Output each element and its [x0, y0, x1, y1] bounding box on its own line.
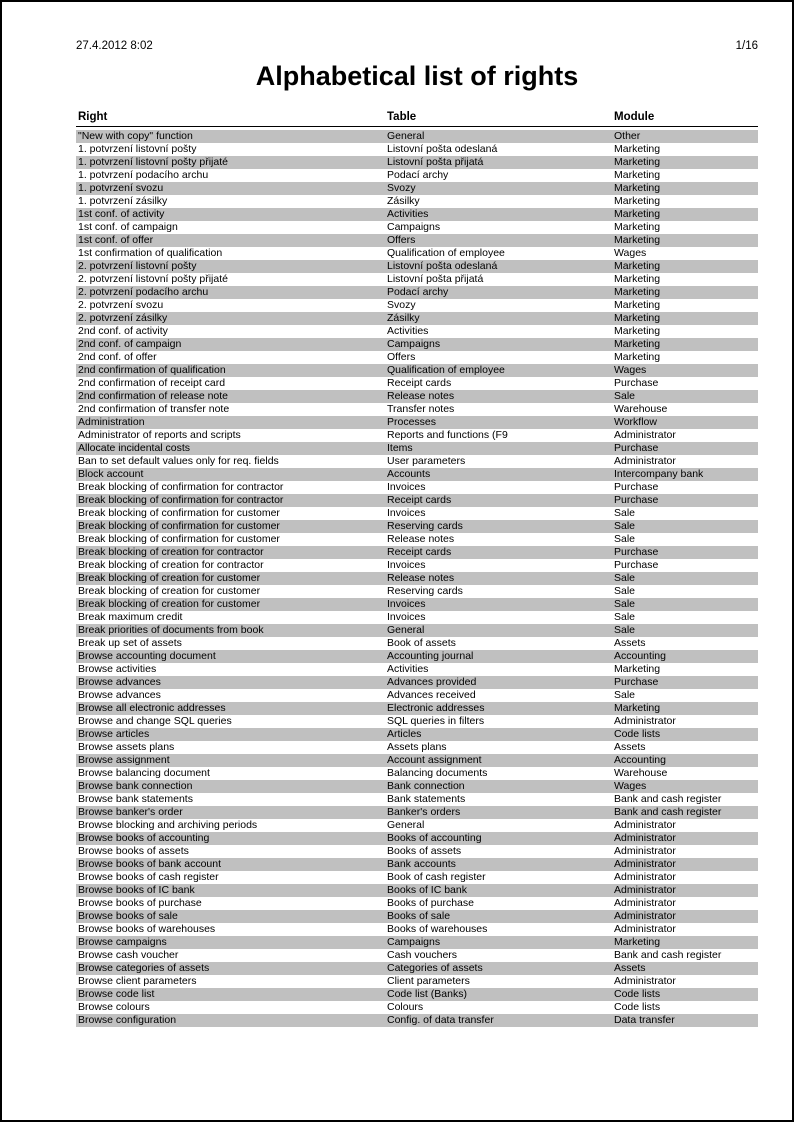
cell-module: Wages: [614, 364, 647, 376]
cell-right: Browse activities: [78, 663, 157, 675]
cell-table: Invoices: [387, 598, 426, 610]
table-row: [76, 442, 758, 455]
cell-table: Processes: [387, 416, 437, 428]
cell-table: Code list (Banks): [387, 988, 467, 1000]
cell-right: 2nd conf. of offer: [78, 351, 157, 363]
cell-table: Client parameters: [387, 975, 470, 987]
cell-right: Break blocking of creation for customer: [78, 572, 261, 584]
cell-table: Listovní pošta přijatá: [387, 156, 484, 168]
cell-table: Zásilky: [387, 195, 420, 207]
cell-module: Purchase: [614, 559, 659, 571]
table-row: [76, 585, 758, 598]
cell-right: Browse assets plans: [78, 741, 175, 753]
table-row: [76, 520, 758, 533]
table-row: [76, 819, 758, 832]
cell-table: Release notes: [387, 572, 455, 584]
cell-table: Books of assets: [387, 845, 462, 857]
table-row: [76, 728, 758, 741]
table-row: [76, 741, 758, 754]
table-row: [76, 130, 758, 143]
cell-module: Marketing: [614, 286, 661, 298]
cell-table: Book of cash register: [387, 871, 486, 883]
cell-right: Break blocking of creation for customer: [78, 598, 261, 610]
cell-module: Marketing: [614, 299, 661, 311]
cell-right: 2. potvrzení listovní pošty: [78, 260, 197, 272]
cell-right: 2. potvrzení listovní pošty přijaté: [78, 273, 228, 285]
cell-right: Browse banker's order: [78, 806, 183, 818]
cell-right: Break blocking of confirmation for contractor: [78, 494, 284, 506]
table-row: [76, 169, 758, 182]
cell-right: 1. potvrzení listovní pošty: [78, 143, 197, 155]
cell-table: Receipt cards: [387, 494, 452, 506]
cell-module: Administrator: [614, 910, 676, 922]
cell-module: Marketing: [614, 260, 661, 272]
table-row: [76, 572, 758, 585]
cell-module: Sale: [614, 598, 636, 610]
cell-table: Qualification of employee: [387, 247, 505, 259]
cell-module: Marketing: [614, 221, 661, 233]
table-row: [76, 650, 758, 663]
table-row: [76, 975, 758, 988]
cell-right: Break maximum credit: [78, 611, 183, 623]
cell-table: Listovní pošta odeslaná: [387, 143, 498, 155]
table-row: [76, 481, 758, 494]
cell-right: Browse code list: [78, 988, 155, 1000]
cell-module: Marketing: [614, 325, 661, 337]
cell-right: Browse advances: [78, 676, 161, 688]
cell-module: Code lists: [614, 728, 661, 740]
table-row: [76, 546, 758, 559]
cell-table: Articles: [387, 728, 422, 740]
cell-table: Electronic addresses: [387, 702, 485, 714]
page-number: 1/16: [735, 40, 758, 52]
cell-right: Allocate incidental costs: [78, 442, 191, 454]
table-row: [76, 299, 758, 312]
cell-module: Warehouse: [614, 767, 668, 779]
cell-table: Release notes: [387, 390, 455, 402]
table-row: [76, 884, 758, 897]
cell-module: Purchase: [614, 494, 659, 506]
table-row: [76, 247, 758, 260]
table-row: [76, 598, 758, 611]
table-header-row: [76, 111, 758, 127]
report-header: [76, 40, 758, 52]
table-row: [76, 312, 758, 325]
cell-right: 2nd conf. of campaign: [78, 338, 182, 350]
table-row: [76, 260, 758, 273]
table-row: [76, 494, 758, 507]
table-row: [76, 702, 758, 715]
table-row: [76, 689, 758, 702]
cell-right: "New with copy" function: [78, 130, 193, 142]
cell-module: Warehouse: [614, 403, 668, 415]
cell-right: Browse client parameters: [78, 975, 197, 987]
table-row: [76, 429, 758, 442]
cell-right: Browse books of bank account: [78, 858, 222, 870]
cell-module: Marketing: [614, 195, 661, 207]
cell-right: 2nd confirmation of release note: [78, 390, 229, 402]
table-row: [76, 338, 758, 351]
cell-right: 2. potvrzení podacího archu: [78, 286, 209, 298]
cell-module: Purchase: [614, 546, 659, 558]
table-row: [76, 364, 758, 377]
cell-table: Activities: [387, 663, 429, 675]
table-row: [76, 767, 758, 780]
cell-module: Sale: [614, 520, 636, 532]
table-row: [76, 949, 758, 962]
cell-module: Accounting: [614, 650, 666, 662]
cell-table: Advances provided: [387, 676, 477, 688]
cell-module: Marketing: [614, 936, 661, 948]
cell-module: Marketing: [614, 273, 661, 285]
table-row: [76, 637, 758, 650]
cell-table: Activities: [387, 208, 429, 220]
table-row: [76, 221, 758, 234]
cell-module: Bank and cash register: [614, 793, 722, 805]
cell-table: Qualification of employee: [387, 364, 505, 376]
cell-module: Assets: [614, 637, 646, 649]
cell-module: Sale: [614, 572, 636, 584]
table-row: [76, 871, 758, 884]
cell-table: Items: [387, 442, 413, 454]
cell-right: Ban to set default values only for req. fields: [78, 455, 279, 467]
cell-module: Assets: [614, 962, 646, 974]
table-row: [76, 845, 758, 858]
cell-table: Invoices: [387, 507, 426, 519]
table-row: [76, 897, 758, 910]
cell-module: Workflow: [614, 416, 657, 428]
cell-table: Transfer notes: [387, 403, 455, 415]
cell-table: Listovní pošta odeslaná: [387, 260, 498, 272]
cell-module: Sale: [614, 533, 636, 545]
cell-table: Listovní pošta přijatá: [387, 273, 484, 285]
cell-table: Svozy: [387, 299, 416, 311]
cell-table: Colours: [387, 1001, 424, 1013]
cell-right: Break blocking of creation for contractor: [78, 559, 264, 571]
table-row: [76, 715, 758, 728]
cell-module: Marketing: [614, 338, 661, 350]
table-row: [76, 962, 758, 975]
cell-module: Marketing: [614, 234, 661, 246]
table-row: [76, 806, 758, 819]
cell-module: Code lists: [614, 988, 661, 1000]
table-row: [76, 195, 758, 208]
table-row: [76, 988, 758, 1001]
cell-right: 2nd confirmation of qualification: [78, 364, 226, 376]
cell-module: Marketing: [614, 208, 661, 220]
cell-right: 2nd conf. of activity: [78, 325, 168, 337]
cell-module: Administrator: [614, 832, 676, 844]
cell-right: Browse books of warehouses: [78, 923, 216, 935]
cell-table: Campaigns: [387, 936, 441, 948]
cell-table: Assets plans: [387, 741, 447, 753]
cell-right: Browse configuration: [78, 1014, 177, 1026]
cell-right: Break up set of assets: [78, 637, 182, 649]
cell-right: Administrator of reports and scripts: [78, 429, 241, 441]
cell-table: Invoices: [387, 611, 426, 623]
cell-module: Bank and cash register: [614, 949, 722, 961]
cell-table: Book of assets: [387, 637, 456, 649]
cell-table: Accounting journal: [387, 650, 474, 662]
cell-right: 1st conf. of activity: [78, 208, 165, 220]
table-row: [76, 676, 758, 689]
cell-module: Purchase: [614, 442, 659, 454]
cell-right: Break blocking of creation for contractor: [78, 546, 264, 558]
table-row: [76, 377, 758, 390]
cell-right: Browse books of purchase: [78, 897, 202, 909]
cell-right: Browse books of cash register: [78, 871, 219, 883]
table-row: [76, 923, 758, 936]
cell-table: Accounts: [387, 468, 431, 480]
table-row: [76, 286, 758, 299]
cell-module: Administrator: [614, 897, 676, 909]
cell-right: Browse books of sale: [78, 910, 178, 922]
table-row: [76, 507, 758, 520]
cell-table: Reserving cards: [387, 520, 463, 532]
table-row: [76, 182, 758, 195]
cell-module: Sale: [614, 585, 636, 597]
column-header-module: Module: [614, 111, 655, 123]
cell-module: Sale: [614, 507, 636, 519]
table-row: [76, 208, 758, 221]
cell-right: Browse books of assets: [78, 845, 189, 857]
cell-module: Sale: [614, 689, 636, 701]
cell-right: Break priorities of documents from book: [78, 624, 264, 636]
cell-module: Marketing: [614, 663, 661, 675]
cell-table: Books of warehouses: [387, 923, 488, 935]
cell-module: Sale: [614, 390, 636, 402]
report-content: [76, 2, 758, 1027]
table-row: [76, 780, 758, 793]
table-row: [76, 1014, 758, 1027]
table-row: [76, 832, 758, 845]
cell-table: Receipt cards: [387, 377, 452, 389]
table-row: [76, 156, 758, 169]
cell-module: Administrator: [614, 715, 676, 727]
cell-table: Cash vouchers: [387, 949, 458, 961]
cell-right: Browse categories of assets: [78, 962, 210, 974]
table-row: [76, 1001, 758, 1014]
cell-table: Zásilky: [387, 312, 420, 324]
cell-table: Podací archy: [387, 286, 449, 298]
cell-right: Browse colours: [78, 1001, 150, 1013]
cell-right: 1st confirmation of qualification: [78, 247, 223, 259]
rights-table: [76, 111, 758, 1027]
cell-table: Books of sale: [387, 910, 451, 922]
cell-table: Invoices: [387, 559, 426, 571]
cell-table: Bank connection: [387, 780, 465, 792]
cell-right: Administration: [78, 416, 145, 428]
cell-table: Advances received: [387, 689, 476, 701]
cell-module: Data transfer: [614, 1014, 675, 1026]
cell-right: Browse cash voucher: [78, 949, 179, 961]
cell-table: Reports and functions (F9: [387, 429, 508, 441]
cell-right: 2nd confirmation of receipt card: [78, 377, 226, 389]
cell-module: Administrator: [614, 429, 676, 441]
cell-table: Bank accounts: [387, 858, 456, 870]
cell-table: Release notes: [387, 533, 455, 545]
cell-table: SQL queries in filters: [387, 715, 485, 727]
cell-right: Break blocking of confirmation for customer: [78, 520, 280, 532]
cell-table: Svozy: [387, 182, 416, 194]
cell-table: Campaigns: [387, 338, 441, 350]
cell-right: Browse bank connection: [78, 780, 193, 792]
cell-module: Sale: [614, 611, 636, 623]
cell-right: Break blocking of confirmation for contractor: [78, 481, 284, 493]
cell-table: Config. of data transfer: [387, 1014, 494, 1026]
table-row: [76, 390, 758, 403]
table-row: [76, 663, 758, 676]
cell-right: Break blocking of confirmation for customer: [78, 533, 280, 545]
table-row: [76, 754, 758, 767]
cell-module: Wages: [614, 247, 647, 259]
table-row: [76, 936, 758, 949]
cell-module: Administrator: [614, 455, 676, 467]
cell-table: Podací archy: [387, 169, 449, 181]
cell-right: Block account: [78, 468, 144, 480]
cell-module: Wages: [614, 780, 647, 792]
table-row: [76, 910, 758, 923]
cell-table: Campaigns: [387, 221, 441, 233]
table-row: [76, 325, 758, 338]
cell-module: Administrator: [614, 923, 676, 935]
cell-right: 2. potvrzení svozu: [78, 299, 164, 311]
cell-right: Browse accounting document: [78, 650, 216, 662]
cell-module: Assets: [614, 741, 646, 753]
cell-right: Browse bank statements: [78, 793, 193, 805]
cell-module: Purchase: [614, 377, 659, 389]
report-date: 27.4.2012 8:02: [76, 40, 153, 52]
cell-module: Administrator: [614, 871, 676, 883]
table-row: [76, 468, 758, 481]
cell-module: Purchase: [614, 676, 659, 688]
cell-table: User parameters: [387, 455, 466, 467]
cell-table: Offers: [387, 351, 416, 363]
cell-table: General: [387, 130, 425, 142]
cell-right: Browse assignment: [78, 754, 170, 766]
cell-module: Marketing: [614, 156, 661, 168]
cell-module: Marketing: [614, 351, 661, 363]
cell-table: Categories of assets: [387, 962, 483, 974]
cell-module: Marketing: [614, 143, 661, 155]
column-header-right: Right: [78, 111, 108, 123]
cell-module: Administrator: [614, 975, 676, 987]
table-row: [76, 273, 758, 286]
cell-module: Administrator: [614, 845, 676, 857]
cell-table: Activities: [387, 325, 429, 337]
page-title: Alphabetical list of rights: [255, 61, 579, 91]
cell-right: Browse campaigns: [78, 936, 167, 948]
cell-table: Books of IC bank: [387, 884, 467, 896]
cell-module: Administrator: [614, 858, 676, 870]
table-row: [76, 858, 758, 871]
cell-right: Browse balancing document: [78, 767, 210, 779]
cell-right: 1. potvrzení podacího archu: [78, 169, 209, 181]
cell-module: Sale: [614, 624, 636, 636]
cell-table: Account assignment: [387, 754, 482, 766]
cell-module: Marketing: [614, 169, 661, 181]
table-row: [76, 351, 758, 364]
table-row: [76, 624, 758, 637]
cell-table: General: [387, 819, 425, 831]
cell-right: 1st conf. of offer: [78, 234, 154, 246]
cell-right: 1. potvrzení zásilky: [78, 195, 168, 207]
table-row: [76, 403, 758, 416]
cell-module: Bank and cash register: [614, 806, 722, 818]
table-row: [76, 455, 758, 468]
cell-table: Offers: [387, 234, 416, 246]
cell-module: Other: [614, 130, 641, 142]
table-row: [76, 416, 758, 429]
cell-module: Purchase: [614, 481, 659, 493]
cell-module: Marketing: [614, 702, 661, 714]
cell-right: Browse all electronic addresses: [78, 702, 226, 714]
table-row: [76, 533, 758, 546]
cell-right: 1st conf. of campaign: [78, 221, 178, 233]
column-header-table: Table: [387, 111, 417, 123]
cell-right: Browse blocking and archiving periods: [78, 819, 258, 831]
cell-right: 1. potvrzení svozu: [78, 182, 164, 194]
cell-right: Break blocking of creation for customer: [78, 585, 261, 597]
cell-table: Banker's orders: [387, 806, 461, 818]
cell-right: Break blocking of confirmation for customer: [78, 507, 280, 519]
table-row: [76, 559, 758, 572]
cell-table: Reserving cards: [387, 585, 463, 597]
cell-module: Administrator: [614, 884, 676, 896]
cell-right: Browse advances: [78, 689, 161, 701]
cell-right: 1. potvrzení listovní pošty přijaté: [78, 156, 228, 168]
cell-right: Browse books of IC bank: [78, 884, 195, 896]
cell-table: Books of accounting: [387, 832, 482, 844]
cell-module: Intercompany bank: [614, 468, 704, 480]
table-body: [76, 130, 758, 1027]
cell-module: Accounting: [614, 754, 666, 766]
cell-table: General: [387, 624, 425, 636]
cell-right: Browse and change SQL queries: [78, 715, 232, 727]
cell-table: Invoices: [387, 481, 426, 493]
cell-table: Receipt cards: [387, 546, 452, 558]
cell-module: Administrator: [614, 819, 676, 831]
cell-table: Bank statements: [387, 793, 466, 805]
cell-right: 2nd confirmation of transfer note: [78, 403, 230, 415]
table-row: [76, 611, 758, 624]
cell-module: Marketing: [614, 182, 661, 194]
table-row: [76, 793, 758, 806]
cell-module: Marketing: [614, 312, 661, 324]
cell-table: Books of purchase: [387, 897, 474, 909]
cell-right: 2. potvrzení zásilky: [78, 312, 168, 324]
cell-module: Code lists: [614, 1001, 661, 1013]
table-row: [76, 143, 758, 156]
cell-right: Browse books of accounting: [78, 832, 210, 844]
cell-right: Browse articles: [78, 728, 150, 740]
cell-table: Balancing documents: [387, 767, 488, 779]
table-row: [76, 234, 758, 247]
